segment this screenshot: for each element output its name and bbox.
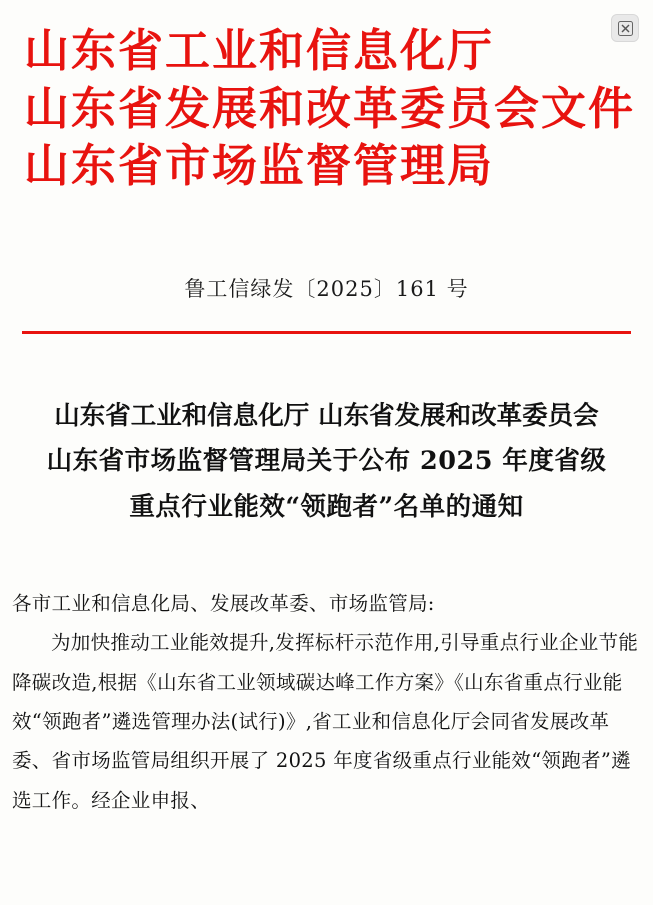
document-number: 鲁工信绿发〔2025〕161 号 — [184, 276, 469, 301]
masthead-line-2: 山东省发展和改革委员会文件 — [24, 81, 636, 135]
masthead-line-3: 山东省市场监督管理局 — [24, 139, 495, 193]
document-masthead — [0, 0, 653, 195]
title-line-1: 山东省工业和信息化厅 山东省发展和改革委员会 — [54, 400, 599, 431]
close-icon[interactable] — [611, 14, 639, 42]
document-title — [0, 394, 653, 530]
recipient-line: 各市工业和信息化局、发展改革委、市场监管局: — [12, 591, 435, 615]
body-paragraph-1: 为加快推动工业能效提升,发挥标杆示范作用,引导重点行业企业节能降碳改造,根据《山东省工业领域碳达峰工作方案》《山东省重点行业能效“领跑者”遴选管理办法(试行)》,省工业和信息化厅会同省发展改革委、省市场监管局组织开展了 2025 年度省级重点行业能效“领跑者”遴选工作。经企业申报、 — [12, 631, 639, 812]
masthead-line-1: 山东省工业和信息化厅 — [24, 24, 495, 77]
document-body — [0, 584, 653, 820]
red-divider — [22, 331, 631, 334]
title-line-2: 山东省市场监督管理局关于公布 2025 年度省级 — [46, 446, 607, 477]
title-line-3: 重点行业能效“领跑者”名单的通知 — [129, 491, 524, 522]
